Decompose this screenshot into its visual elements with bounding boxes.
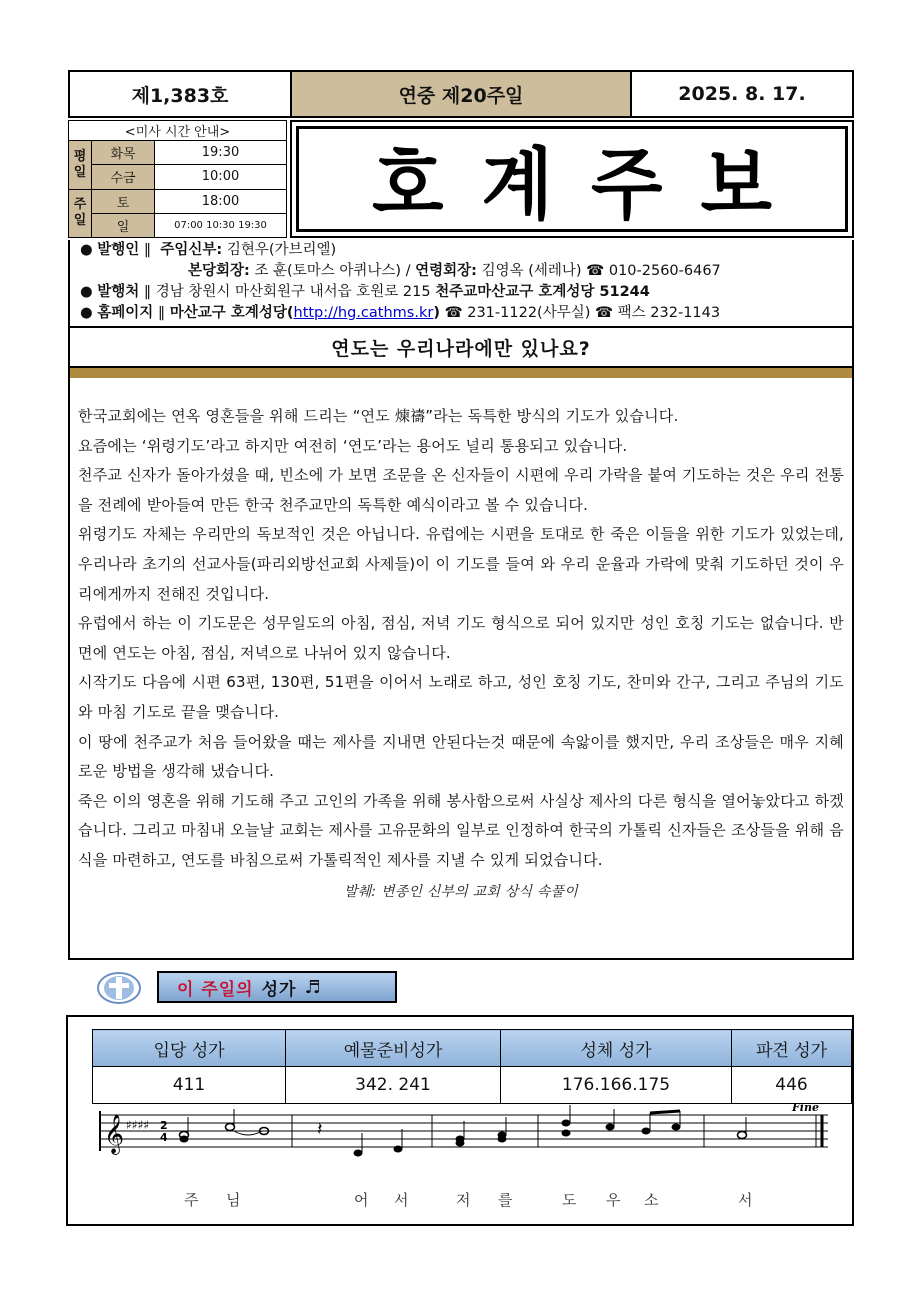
issue-number: 제1,383호 (70, 72, 292, 116)
address: 경남 창원시 마산회원구 내서읍 호원로 215 (155, 284, 431, 300)
article-paragraph: 한국교회에는 연옥 영혼들을 위해 드리는 “연도 煉禱”라는 독특한 방식의 기도가 있습니다. (78, 407, 679, 425)
music-staff (92, 1103, 832, 1213)
mass-day: 토 (92, 189, 155, 213)
lyric: 를 (498, 1191, 513, 1209)
lyric: 님 (226, 1191, 241, 1209)
music-notes-icon: ♬ (304, 976, 322, 998)
lyric: 어 (354, 1191, 369, 1209)
hymn-number: 446 (732, 1067, 852, 1104)
article-paragraph: 죽은 이의 영혼을 위해 기도해 주고 고인의 가족을 위해 봉사함으로써 사실상 제사의 다른 형식을 열어놓았다고 하겠습니다. 그리고 마침내 오늘날 교회는 제사를 고유문화의 일부로 인정하여 한국의 가톨릭 신자들은 조상들을 위해 음식을 마련하고, 연도를 바침으로써 가톨릭적인 제사를 지낼 수 있게 되었습니다. (78, 791, 844, 869)
fine-mark: Fine (792, 1103, 819, 1114)
publisher-info: ● 발행인 ‖ 주임신부: 김현우(가브리엘) 본당회장: 조 훈(토마스 아퀴나스) / 연령회장: 김영옥 (세레나) ☎ 010-2560-6467 ● 발행처 ‖ 경남 창원시 마산회원구 내서읍 호원로 215 천주교마산교구 호계성당 51244 ● 홈페이지 ‖ 마산교구 호계성당(http://hg.cathms.kr) ☎ 231-1122(사무실) ☎ 팩스 232-1143 (68, 240, 854, 326)
pastor-label: 주임신부: (160, 242, 223, 258)
parish-name: 천주교마산교구 호계성당 51244 (435, 284, 650, 300)
hymn-section-label (157, 971, 397, 1003)
liturgical-sunday: 연중 제20주일 (292, 72, 632, 116)
article-source: 발췌: 변종인 신부의 교회 상식 속풀이 (343, 883, 579, 900)
mass-day: 화목 (92, 141, 155, 165)
homepage-label: 홈페이지 (97, 305, 154, 321)
hymn-header: 성체 성가 (501, 1030, 732, 1067)
lyric: 서 (738, 1191, 753, 1209)
mass-time: 10:00 (155, 165, 287, 189)
fax-number: ☎ 팩스 232-1143 (595, 305, 721, 321)
mass-day: 수금 (92, 165, 155, 189)
lyric: 도 (562, 1191, 577, 1209)
hymn-number: 176.166.175 (501, 1067, 732, 1104)
lyric: 주 (184, 1191, 199, 1209)
hymn-section-rest: 성가 (261, 979, 297, 1000)
hymn-header: 파견 성가 (732, 1030, 852, 1067)
lyric: 서 (394, 1191, 409, 1209)
svg-text:𝄽: 𝄽 (317, 1119, 323, 1140)
mass-time: 07:00 10:30 19:30 (155, 213, 287, 237)
homepage-link[interactable]: http://hg.cathms.kr (293, 305, 434, 321)
office-label: 발행처 (97, 284, 140, 300)
lyric: 소 (644, 1191, 659, 1209)
article-title: 연도는 우리나라에만 있나요? (68, 326, 854, 368)
article-paragraph: 위령기도 자체는 우리만의 독보적인 것은 아닙니다. 유럽에는 시편을 토대로 한 죽은 이들을 위한 기도가 있었는데, 우리나라 초기의 선교사들(파리외방선교회 사제들)이 이 기도를 들여 와 우리 운율과 가락에 맞춰 기도하던 것이 우리에게까지 전해진 것입니다. (78, 525, 844, 603)
hymn-number: 411 (93, 1067, 286, 1104)
sunday-label: 주일 (69, 189, 92, 238)
homepage-name: 마산교구 호계성당( (169, 305, 294, 321)
mass-times-table (68, 120, 287, 238)
article-paragraph: 시작기도 다음에 시편 63편, 130편, 51편을 이어서 노래로 하고, 성인 호칭 기도, 찬미와 간구, 그리고 주님의 기도와 마침 기도로 끝을 맺습니다. (78, 673, 844, 721)
mass-time: 19:30 (155, 141, 287, 165)
issue-date: 2025. 8. 17. (678, 83, 806, 105)
mass-day: 일 (92, 213, 155, 237)
pastor-name: 김현우(가브리엘) (226, 242, 337, 258)
publisher-label: 발행인 (97, 242, 140, 258)
article-paragraph: 이 땅에 천주교가 처음 들어왔을 때는 제사를 지내면 안된다는것 때문에 속앓이를 했지만, 우리 조상들은 매우 지혜로운 방법을 생각해 냈습니다. (78, 732, 844, 781)
masthead (290, 120, 854, 238)
article-paragraph: 천주교 신자가 돌아가셨을 때, 빈소에 가 보면 조문을 온 신자들이 시편에 우리 가락을 붙여 기도하는 것은 우리 전통을 전례에 받아들여 만든 한국 천주교만의 독특한 예식이라고 볼 수 있습니다. (78, 466, 844, 514)
senior-phone: ☎ 010-2560-6467 (586, 263, 721, 279)
issue-header (68, 70, 854, 118)
hymn-section-accent: 이 주일의 (177, 979, 254, 1000)
senior-name: 김영옥 (세레나) (481, 263, 582, 279)
article-paragraph: 요즘에는 ‘위령기도’라고 하지만 여전히 ‘연도’라는 용어도 널리 통용되고 있습니다. (78, 436, 628, 455)
hymn-box (66, 1015, 854, 1226)
svg-text:2: 2 (160, 1119, 168, 1132)
gold-divider (68, 368, 854, 378)
senior-label: 연령회장: (415, 263, 477, 279)
hymn-header: 예물준비성가 (286, 1030, 501, 1067)
svg-text:4: 4 (160, 1131, 168, 1144)
mass-time: 18:00 (155, 189, 287, 213)
hymn-number: 342. 241 (286, 1067, 501, 1104)
chair-label: 본당회장: (188, 263, 250, 279)
chair-name: 조 훈(토마스 아퀴나스) (254, 263, 402, 279)
hymn-table (92, 1029, 852, 1104)
article-body (68, 378, 854, 960)
article-paragraph: 유럽에서 하는 이 기도문은 성무일도의 아침, 점심, 저녁 기도 형식으로 되어 있지만 성인 호칭 기도는 없습니다. 반면에 연도는 아침, 점심, 저녁으로 나뉘어 있지 않습니다. (78, 614, 844, 662)
masthead-title: 호계주보 (372, 140, 810, 231)
mass-times-heading: <미사 시간 안내> (69, 121, 287, 141)
lyric: 우 (606, 1191, 621, 1209)
cross-emblem-icon (96, 971, 142, 1005)
weekday-label: 평일 (69, 141, 92, 190)
hymn-header: 입당 성가 (93, 1030, 286, 1067)
svg-text:𝄞: 𝄞 (104, 1114, 125, 1154)
lyric: 저 (456, 1191, 471, 1209)
office-phone: ☎ 231-1122(사무실) (444, 305, 591, 321)
homepage-close: ) (433, 305, 440, 321)
svg-text:♯♯♯♯: ♯♯♯♯ (126, 1118, 150, 1132)
